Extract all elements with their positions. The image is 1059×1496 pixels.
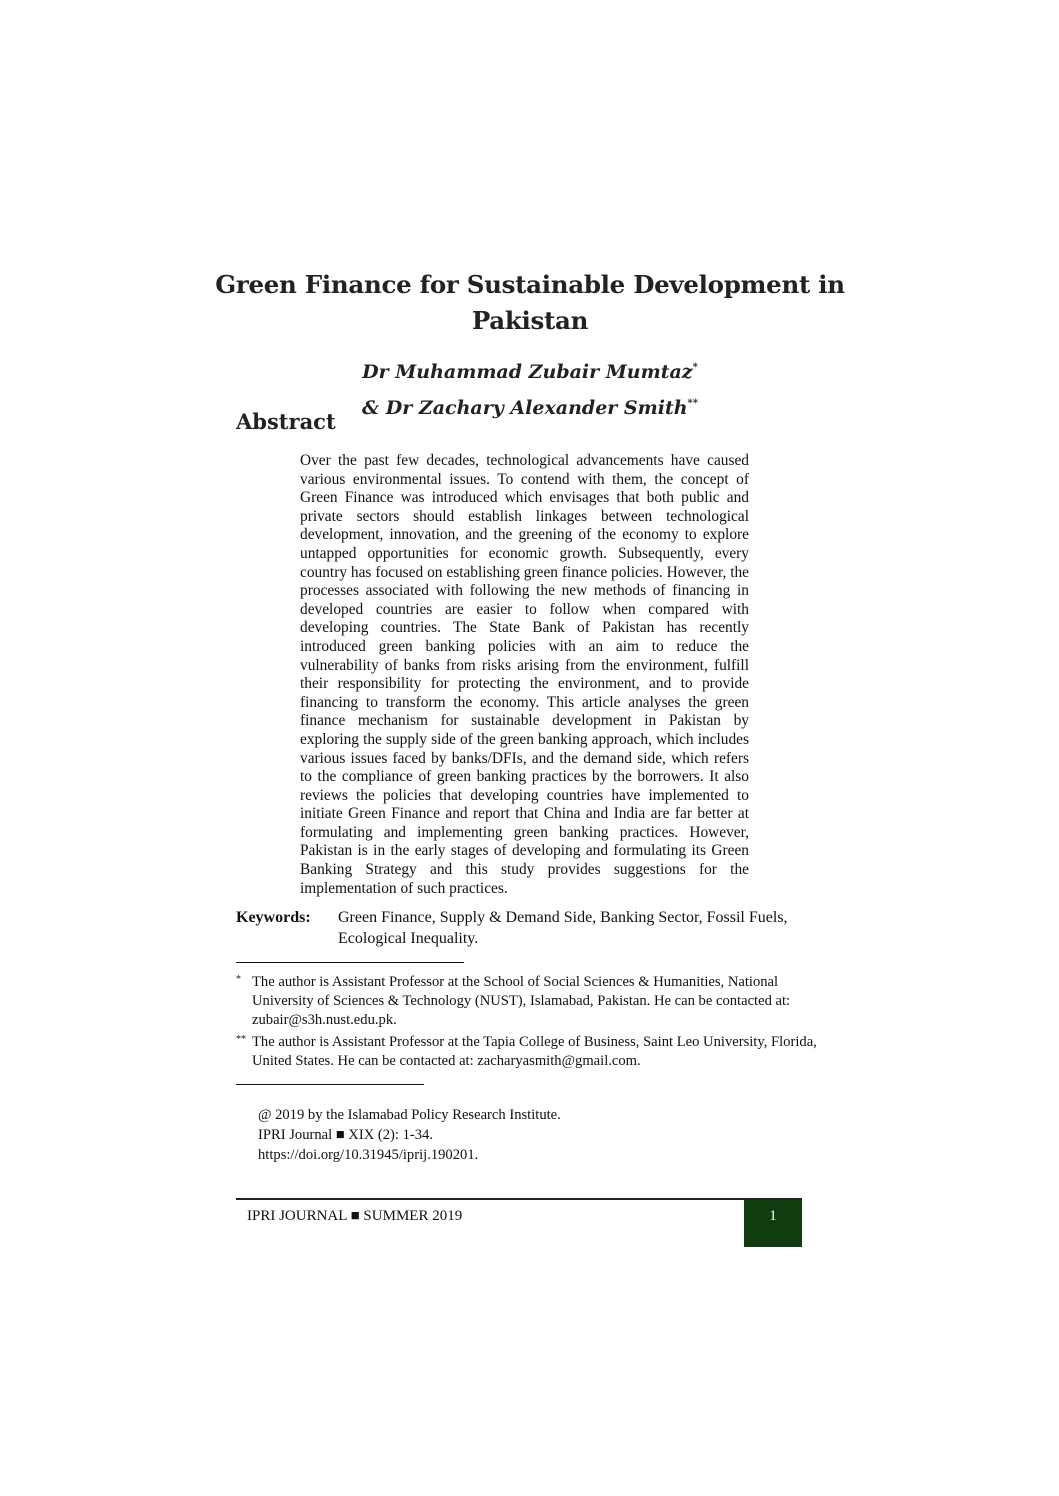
footnote-1-text: The author is Assistant Professor at the School of Social Sciences & Humanities, National University of Sciences & Technology (NUST), Islamabad, Pakistan. He can be contacted at: zubair@s3h.nust.edu.pk. xyxy=(252,974,791,1028)
footer-journal: IPRI JOURNAL ■ SUMMER 2019 xyxy=(247,1208,463,1224)
footnote-2-text: The author is Assistant Professor at the Tapia College of Business, Saint Leo University, Florida, United States. He can be contacted at: zacharyasmith@gmail.com. xyxy=(252,1034,817,1069)
author-2-name: Dr Zachary Alexander Smith xyxy=(385,397,688,419)
footnote-separator xyxy=(236,962,464,963)
footer-rule xyxy=(236,1198,802,1200)
author-1 xyxy=(250,352,810,388)
keywords-label: Keywords: xyxy=(236,909,311,926)
copyright-line: @ 2019 by the Islamabad Policy Research Institute. xyxy=(258,1107,561,1123)
copyright-block xyxy=(258,1105,561,1165)
page-number: 1 xyxy=(744,1200,802,1247)
abstract-text: Over the past few decades, technological advancements have caused various environmental issues. To contend with them, the concept of Green Finance was introduced which envisages that both public and private sectors should establish linkages between technological development, innovation, and the greening of the economy to explore untapped opportunities for economic growth. Subsequently, every country has focused on establishing green finance policies. However, the processes associated with following the new methods of financing in developed countries are easier to follow when compared with developing countries. The State Bank of Pakistan has recently introduced green banking policies with an aim to reduce the vulnerability of banks from risks arising from the environment, fulfill their responsibility for protecting the environment, and to provide financing to transform the economy. This article analyses the green finance mechanism for sustainable development in Pakistan by exploring the supply side of the green banking approach, which includes various issues faced by banks/DFIs, and the demand side, which refers to the compliance of green banking practices by the borrowers. It also reviews the policies that developing countries have implemented to initiate Green Finance and report that China and India are far better at formulating and implementing green banking practices. However, Pakistan is in the early stages of developing and formulating its Green Banking Strategy and this study provides suggestions for the implementation of such practices. xyxy=(300,452,749,897)
author-2-mark: ** xyxy=(687,398,699,409)
author-1-name: Dr Muhammad Zubair Mumtaz xyxy=(362,361,693,383)
footnote-2 xyxy=(236,1033,826,1071)
keywords-text: Green Finance, Supply & Demand Side, Banking Sector, Fossil Fuels, Ecological Inequality. xyxy=(338,909,788,947)
citation-line: IPRI Journal ■ XIX (2): 1-34. xyxy=(258,1127,433,1143)
footnote-2-mark: ** xyxy=(236,1034,246,1045)
doi-link[interactable]: https://doi.org/10.31945/iprij.190201. xyxy=(258,1147,479,1163)
article-title: Green Finance for Sustainable Development in Pakistan xyxy=(215,270,845,335)
copyright-separator xyxy=(236,1084,424,1085)
footnote-1-mark: * xyxy=(236,974,241,985)
author-1-mark: * xyxy=(692,362,698,373)
keywords-block xyxy=(236,907,806,949)
footnotes xyxy=(236,973,826,1071)
author-2-prefix: & xyxy=(361,397,386,419)
abstract-heading: Abstract xyxy=(236,409,336,434)
footnote-1 xyxy=(236,973,826,1030)
